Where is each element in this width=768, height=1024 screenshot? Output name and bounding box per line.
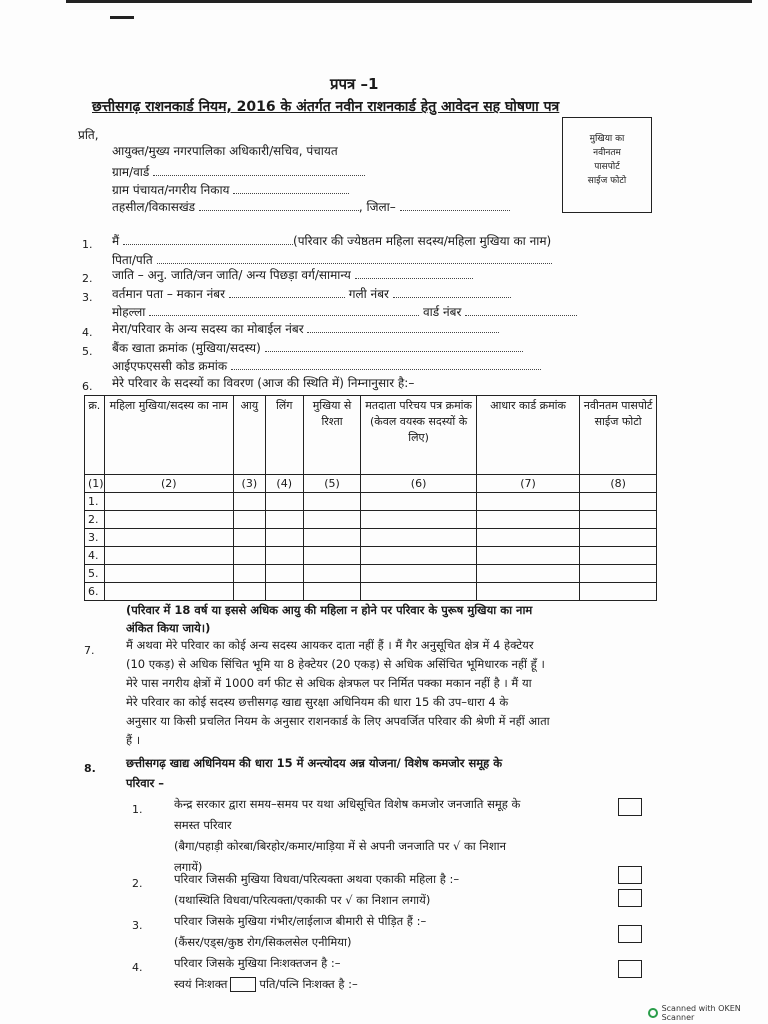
sub-item-number-1: 1. xyxy=(132,803,143,816)
photo-label-1: मुखिया का xyxy=(589,134,625,144)
table-cell[interactable] xyxy=(265,493,303,511)
spouse-disabled-label: पति/पत्नि निःशक्त है :– xyxy=(259,977,358,991)
form-number: प्रपत्र –1 xyxy=(330,75,379,93)
item-number-3: 3. xyxy=(82,291,93,304)
scanner-watermark xyxy=(648,1004,768,1022)
scanner-logo-icon xyxy=(648,1008,658,1018)
row-number: 3. xyxy=(85,529,105,547)
ifsc-field[interactable] xyxy=(231,359,541,370)
table-cell[interactable] xyxy=(104,565,233,583)
col-header-name: महिला मुखिया/सदस्य का नाम xyxy=(104,396,233,475)
row-number: 5. xyxy=(85,565,105,583)
table-cell[interactable] xyxy=(233,583,265,601)
para-8-line-1: छत्तीसगढ़ खाद्य अधिनियम की धारा 15 में अन्त्योदय अन्न योजना/ विशेष कमजोर समूह के xyxy=(126,756,503,770)
checkbox-pvtg[interactable] xyxy=(618,798,642,816)
sub-item-3-line: परिवार जिसके मुखिया गंभीर/लाईलाज बीमारी से पीड़ित हैं :– xyxy=(174,914,427,928)
sub-item-4-line: परिवार जिसके मुखिया निःशक्तजन है :– xyxy=(174,956,341,970)
table-cell[interactable] xyxy=(303,565,361,583)
item-number-8: 8. xyxy=(84,762,96,775)
para-7-line: अनुसार या किसी प्रचलित नियम के अनुसार राशनकार्ड के लिए अपवर्जित परिवार की श्रेणी में नहीं आता xyxy=(126,714,550,728)
table-header-row xyxy=(85,396,657,475)
col-header-voter-id: मतदाता परिचय पत्र क्रमांक (केवल वयस्क सदस्यों के लिए) xyxy=(361,396,476,475)
col-num: (6) xyxy=(361,475,476,493)
house-no-field[interactable] xyxy=(229,287,345,298)
sub-item-number-3: 3. xyxy=(132,919,143,932)
row-number: 2. xyxy=(85,511,105,529)
col-num: (8) xyxy=(580,475,657,493)
village-ward-field[interactable] xyxy=(153,165,365,176)
photo-box xyxy=(562,117,652,213)
sub-item-1 xyxy=(174,794,520,878)
district-label: , जिला– xyxy=(358,200,396,214)
father-husband-label: पिता/पति xyxy=(112,253,153,267)
checkbox-widow-head[interactable] xyxy=(618,866,642,884)
panchayat-label: ग्राम पंचायत/नगरीय निकाय xyxy=(112,183,230,197)
sub-item-2-line: परिवार जिसकी मुखिया विधवा/परित्यक्ता अथवा एकाकी महिला है :– xyxy=(174,872,460,886)
table-cell[interactable] xyxy=(580,565,657,583)
col-num: (4) xyxy=(265,475,303,493)
item-number-1: 1. xyxy=(82,238,93,251)
sub-item-3-line: (कैंसर/एड्स/कुष्ठ रोग/सिकलसेल एनीमिया) xyxy=(174,935,352,949)
para-7-line: मेरे परिवार का कोई सदस्य छत्तीसगढ़ खाद्य सुरक्षा अधिनियम की धारा 15 की उप–धारा 4 के xyxy=(126,695,509,709)
mobile-label: मेरा/परिवार के अन्य सदस्य का मोबाईल नंबर xyxy=(112,322,304,336)
table-cell[interactable] xyxy=(303,493,361,511)
tehsil-label: तहसील/विकासखंड xyxy=(112,200,196,214)
bank-field[interactable] xyxy=(265,341,523,352)
table-cell[interactable] xyxy=(233,511,265,529)
table-cell[interactable] xyxy=(104,547,233,565)
table-cell[interactable] xyxy=(361,565,476,583)
table-cell[interactable] xyxy=(104,493,233,511)
sub-item-number-2: 2. xyxy=(132,877,143,890)
sub-item-3 xyxy=(174,911,426,953)
scanner-text: Scanned with OKEN Scanner xyxy=(661,1004,741,1022)
father-husband-row xyxy=(112,252,552,268)
name-field[interactable] xyxy=(123,234,293,245)
item-number-7: 7. xyxy=(84,644,95,657)
table-cell[interactable] xyxy=(476,493,579,511)
table-cell[interactable] xyxy=(303,583,361,601)
table-cell[interactable] xyxy=(476,583,579,601)
col-header-photo: नवीनतम पासपोर्ट साईज फोटो xyxy=(580,396,657,475)
ward-no-label: वार्ड नंबर xyxy=(422,305,462,319)
address-line-2 xyxy=(112,164,365,180)
table-row xyxy=(85,493,657,511)
note-line-1: (परिवार में 18 वर्ष या इससे अधिक आयु की महिला न होने पर परिवार के पुरूष मुखिया का नाम xyxy=(126,603,533,617)
col-num: (1) xyxy=(85,475,105,493)
table-cell[interactable] xyxy=(476,547,579,565)
top-border-line xyxy=(66,0,752,3)
address-row xyxy=(112,286,511,302)
field-1-row xyxy=(112,233,551,249)
table-cell[interactable] xyxy=(361,583,476,601)
para-8-line-2: परिवार – xyxy=(126,776,165,790)
ifsc-row xyxy=(112,358,541,374)
header-dash xyxy=(110,16,134,19)
sub-item-1-line: समस्त परिवार xyxy=(174,818,232,832)
table-cell[interactable] xyxy=(233,565,265,583)
table-cell[interactable] xyxy=(104,583,233,601)
table-row xyxy=(85,583,657,601)
col-num: (7) xyxy=(476,475,579,493)
para-7-line: (10 एकड़) से अधिक सिंचित भूमि या 8 हेक्टेयर (20 एकड़) से अधिक असिंचित भूमिधारक नहीं हूँ । xyxy=(126,657,545,671)
sub-item-1-line: लगायें) xyxy=(174,860,203,874)
table-cell[interactable] xyxy=(233,493,265,511)
table-cell[interactable] xyxy=(361,529,476,547)
address-line-1: आयुक्त/मुख्य नगरपालिका अधिकारी/सचिव, पंचायत xyxy=(112,144,338,158)
bank-label: बैंक खाता क्रमांक (मुखिया/सदस्य) xyxy=(112,341,261,355)
district-field[interactable] xyxy=(400,200,510,211)
field-1-hint: (परिवार की ज्येष्ठतम महिला सदस्य/महिला मुखिया का नाम) xyxy=(293,234,552,248)
table-cell[interactable] xyxy=(265,583,303,601)
table-cell[interactable] xyxy=(265,529,303,547)
row-number: 6. xyxy=(85,583,105,601)
col-header-age: आयु xyxy=(233,396,265,475)
column-number-row xyxy=(85,475,657,493)
col-header-aadhaar: आधार कार्ड क्रमांक xyxy=(476,396,579,475)
caste-row xyxy=(112,267,473,283)
table-cell[interactable] xyxy=(580,493,657,511)
sub-item-1-line: (बैगा/पहाड़ी कोरबा/बिरहोर/कमार/माड़िया में से अपनी जनजाति पर √ का निशान xyxy=(174,839,506,853)
table-cell[interactable] xyxy=(233,529,265,547)
photo-label-3: पासपोर्ट xyxy=(594,162,620,172)
members-table xyxy=(84,395,657,601)
item-number-4: 4. xyxy=(82,326,93,339)
table-cell[interactable] xyxy=(476,511,579,529)
para-7-line: मेरे पास नगरीय क्षेत्रों में 1000 वर्ग फीट से अधिक क्षेत्रफल पर निर्मित पक्का मकान नहीं है । मैं या xyxy=(126,676,532,690)
para-7-line: हैं । xyxy=(126,733,141,747)
table-row xyxy=(85,511,657,529)
address-line-3 xyxy=(112,182,349,198)
col-num: (5) xyxy=(303,475,361,493)
address-to: प्रति, xyxy=(78,128,99,142)
table-cell[interactable] xyxy=(361,511,476,529)
ward-no-field[interactable] xyxy=(465,305,577,316)
field-1-label: मैं xyxy=(112,234,120,248)
table-cell[interactable] xyxy=(361,547,476,565)
sub-item-1-line: केन्द्र सरकार द्वारा समय–समय पर यथा अधिसूचित विशेष कमजोर जनजाति समूह के xyxy=(174,797,521,811)
table-cell[interactable] xyxy=(580,511,657,529)
members-heading: मेरे परिवार के सदस्यों का विवरण (आज की स्थिति में) निम्नानुसार है:– xyxy=(112,376,415,390)
table-cell[interactable] xyxy=(303,529,361,547)
caste-field[interactable] xyxy=(355,268,473,279)
table-cell[interactable] xyxy=(476,565,579,583)
checkbox-widow-status[interactable] xyxy=(618,889,642,907)
mobile-field[interactable] xyxy=(307,322,499,333)
form-title: छत्तीसगढ़ राशनकार्ड नियम, 2016 के अंतर्गत नवीन राशनकार्ड हेतु आवेदन सह घोषणा पत्र xyxy=(92,99,560,115)
sub-item-2 xyxy=(174,869,459,911)
table-cell[interactable] xyxy=(580,583,657,601)
table-cell[interactable] xyxy=(580,547,657,565)
table-cell[interactable] xyxy=(303,511,361,529)
table-cell[interactable] xyxy=(580,529,657,547)
sub-item-4-line xyxy=(174,974,358,995)
sub-item-number-4: 4. xyxy=(132,961,143,974)
village-ward-label: ग्राम/वार्ड xyxy=(112,165,150,179)
father-husband-field[interactable] xyxy=(157,253,552,264)
tehsil-field[interactable] xyxy=(199,200,359,211)
col-header-gender: लिंग xyxy=(265,396,303,475)
item-number-6: 6. xyxy=(82,380,93,393)
street-no-field[interactable] xyxy=(393,287,511,298)
table-cell[interactable] xyxy=(265,511,303,529)
table-row xyxy=(85,565,657,583)
table-row xyxy=(85,547,657,565)
table-cell[interactable] xyxy=(233,547,265,565)
caste-label: जाति – अनु. जाति/जन जाति/ अन्य पिछड़ा वर्ग/सामान्य xyxy=(112,268,351,282)
row-number: 4. xyxy=(85,547,105,565)
locality-row xyxy=(112,304,577,320)
checkbox-self-disabled[interactable] xyxy=(230,977,256,992)
photo-label-4: साईज फोटो xyxy=(587,176,627,186)
table-cell[interactable] xyxy=(361,493,476,511)
table-row xyxy=(85,529,657,547)
table-cell[interactable] xyxy=(303,547,361,565)
photo-label-2: नवीनतम xyxy=(593,148,621,158)
table-cell[interactable] xyxy=(265,565,303,583)
table-cell[interactable] xyxy=(265,547,303,565)
locality-label: मोहल्ला xyxy=(112,305,146,319)
item-number-5: 5. xyxy=(82,345,93,358)
self-disabled-label: स्वयं निःशक्त xyxy=(174,977,228,991)
table-cell[interactable] xyxy=(104,511,233,529)
bank-row xyxy=(112,340,523,356)
checkbox-illness[interactable] xyxy=(618,925,642,943)
ifsc-label: आईएफएससी कोड क्रमांक xyxy=(112,359,228,373)
col-header-relation: मुखिया से रिश्ता xyxy=(303,396,361,475)
para-7-line: मैं अथवा मेरे परिवार का कोई अन्य सदस्य आयकर दाता नहीं हैं । मैं गैर अनुसूचित क्षेत्र में 4 हेक्टेयर xyxy=(126,638,534,652)
col-num: (2) xyxy=(104,475,233,493)
street-no-label: गली नंबर xyxy=(348,287,389,301)
checkbox-disabled[interactable] xyxy=(618,960,642,978)
col-num: (3) xyxy=(233,475,265,493)
para-7 xyxy=(126,636,550,750)
locality-field[interactable] xyxy=(149,305,419,316)
sub-item-4 xyxy=(174,953,358,995)
address-line-4 xyxy=(112,199,510,215)
table-cell[interactable] xyxy=(104,529,233,547)
table-cell[interactable] xyxy=(476,529,579,547)
house-no-label: वर्तमान पता – मकान नंबर xyxy=(112,287,226,301)
col-header-sr: क्र. xyxy=(85,396,105,475)
panchayat-field[interactable] xyxy=(233,183,349,194)
note-line-2: अंकित किया जाये।) xyxy=(126,621,211,635)
mobile-row xyxy=(112,321,499,337)
sub-item-2-line: (यथास्थिति विधवा/परित्यक्ता/एकाकी पर √ का निशान लगायें) xyxy=(174,893,431,907)
row-number: 1. xyxy=(85,493,105,511)
item-number-2: 2. xyxy=(82,272,93,285)
